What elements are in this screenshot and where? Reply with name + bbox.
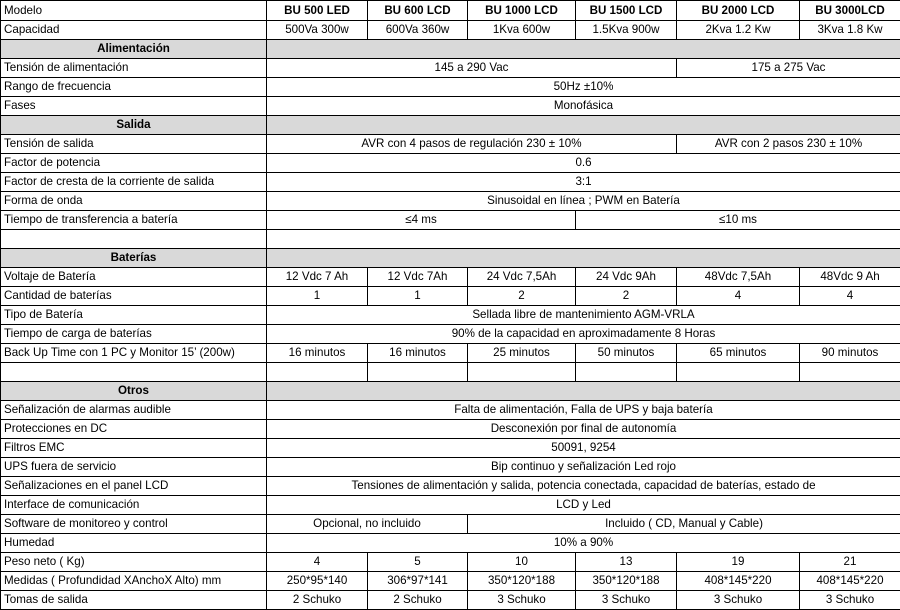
row-label: Protecciones en DC bbox=[1, 420, 267, 439]
section-baterias bbox=[1, 249, 900, 268]
cell-value: 350*120*188 bbox=[468, 572, 576, 591]
row-humedad bbox=[1, 534, 900, 553]
row-modelo bbox=[1, 1, 900, 21]
cell-value: Sinusoidal en línea ; PWM en Batería bbox=[267, 192, 900, 211]
cell-value: 24 Vdc 9Ah bbox=[576, 268, 677, 287]
cell-value: 3 Schuko bbox=[677, 591, 800, 610]
cell-value: 3 Schuko bbox=[468, 591, 576, 610]
cell-value: 1.5Kva 900w bbox=[576, 21, 677, 40]
section-alimentacion bbox=[1, 40, 900, 59]
cell-value: 13 bbox=[576, 553, 677, 572]
model-header: BU 1000 LCD bbox=[468, 1, 576, 21]
model-header: BU 1500 LCD bbox=[576, 1, 677, 21]
cell-value: 4 bbox=[677, 287, 800, 306]
cell-value: 1 bbox=[368, 287, 468, 306]
cell-value: LCD y Led bbox=[267, 496, 900, 515]
row-tomas bbox=[1, 591, 900, 610]
row-label: Fases bbox=[1, 97, 267, 116]
cell-value: 3 Schuko bbox=[576, 591, 677, 610]
section-title: Otros bbox=[1, 382, 267, 401]
cell-value: AVR con 4 pasos de regulación 230 ± 10% bbox=[267, 135, 677, 154]
row-label: Back Up Time con 1 PC y Monitor 15’ (200w) bbox=[1, 344, 267, 363]
row-filtros-emc bbox=[1, 439, 900, 458]
row-label: Rango de frecuencia bbox=[1, 78, 267, 97]
row-capacidad bbox=[1, 21, 900, 40]
cell-value: 2 bbox=[576, 287, 677, 306]
cell-value: 90% de la capacidad en aproximadamente 8 Horas bbox=[267, 325, 900, 344]
cell-value: Monofásica bbox=[267, 97, 900, 116]
cell-value: 24 Vdc 7,5Ah bbox=[468, 268, 576, 287]
cell-value: 25 minutos bbox=[468, 344, 576, 363]
row-panel-lcd bbox=[1, 477, 900, 496]
row-label: Modelo bbox=[1, 1, 267, 21]
cell-value: 4 bbox=[267, 553, 368, 572]
row-label: Tensión de alimentación bbox=[1, 59, 267, 78]
row-alarmas bbox=[1, 401, 900, 420]
row-protecciones bbox=[1, 420, 900, 439]
cell-value: 90 minutos bbox=[800, 344, 900, 363]
cell-value: 3 Schuko bbox=[800, 591, 900, 610]
cell-value: 600Va 360w bbox=[368, 21, 468, 40]
section-title: Alimentación bbox=[1, 40, 267, 59]
section-fill bbox=[267, 40, 900, 59]
row-cantidad-baterias bbox=[1, 287, 900, 306]
cell-value: 48Vdc 9 Ah bbox=[800, 268, 900, 287]
cell-value: 50Hz ±10% bbox=[267, 78, 900, 97]
row-transferencia bbox=[1, 211, 900, 230]
cell-value: 10% a 90% bbox=[267, 534, 900, 553]
cell-value: 408*145*220 bbox=[677, 572, 800, 591]
row-fases bbox=[1, 97, 900, 116]
cell-value: ≤10 ms bbox=[576, 211, 900, 230]
row-label: Señalizaciones en el panel LCD bbox=[1, 477, 267, 496]
cell-value: 10 bbox=[468, 553, 576, 572]
section-title: Salida bbox=[1, 116, 267, 135]
row-forma-onda bbox=[1, 192, 900, 211]
row-label: Señalización de alarmas audible bbox=[1, 401, 267, 420]
cell-value: 2 Schuko bbox=[267, 591, 368, 610]
row-tipo-bateria bbox=[1, 306, 900, 325]
cell-value: 12 Vdc 7Ah bbox=[368, 268, 468, 287]
model-header: BU 3000LCD bbox=[800, 1, 900, 21]
cell-value: 350*120*188 bbox=[576, 572, 677, 591]
cell-value: ≤4 ms bbox=[267, 211, 576, 230]
blank-row bbox=[1, 363, 900, 382]
cell-value: Desconexión por final de autonomía bbox=[267, 420, 900, 439]
row-frecuencia bbox=[1, 78, 900, 97]
cell-value: Tensiones de alimentación y salida, potencia conectada, capacidad de baterías, estado de bbox=[267, 477, 900, 496]
row-label: Tensión de salida bbox=[1, 135, 267, 154]
model-header: BU 500 LED bbox=[267, 1, 368, 21]
row-label: Peso neto ( Kg) bbox=[1, 553, 267, 572]
cell-value: 65 minutos bbox=[677, 344, 800, 363]
model-header: BU 2000 LCD bbox=[677, 1, 800, 21]
row-label: Capacidad bbox=[1, 21, 267, 40]
section-fill bbox=[267, 382, 900, 401]
row-label: Interface de comunicación bbox=[1, 496, 267, 515]
cell-value: 50 minutos bbox=[576, 344, 677, 363]
model-header: BU 600 LCD bbox=[368, 1, 468, 21]
row-tension-alimentacion bbox=[1, 59, 900, 78]
cell-value: 16 minutos bbox=[368, 344, 468, 363]
cell-value: 16 minutos bbox=[267, 344, 368, 363]
row-label: Filtros EMC bbox=[1, 439, 267, 458]
cell-value: 2 bbox=[468, 287, 576, 306]
cell-value: Opcional, no incluido bbox=[267, 515, 468, 534]
row-label: Humedad bbox=[1, 534, 267, 553]
cell-value: 3:1 bbox=[267, 173, 900, 192]
cell-value: 250*95*140 bbox=[267, 572, 368, 591]
row-interface bbox=[1, 496, 900, 515]
section-title: Baterías bbox=[1, 249, 267, 268]
cell-value: 12 Vdc 7 Ah bbox=[267, 268, 368, 287]
row-label: Tomas de salida bbox=[1, 591, 267, 610]
blank-row bbox=[1, 230, 900, 249]
cell-value: 2 Schuko bbox=[368, 591, 468, 610]
row-software bbox=[1, 515, 900, 534]
cell-value: 175 a 275 Vac bbox=[677, 59, 900, 78]
cell-value: 1 bbox=[267, 287, 368, 306]
row-ups-fuera bbox=[1, 458, 900, 477]
section-fill bbox=[267, 249, 900, 268]
cell-value: 2Kva 1.2 Kw bbox=[677, 21, 800, 40]
row-label: Medidas ( Profundidad XAnchoX Alto) mm bbox=[1, 572, 267, 591]
row-label: Voltaje de Batería bbox=[1, 268, 267, 287]
section-otros bbox=[1, 382, 900, 401]
row-label: Tipo de Batería bbox=[1, 306, 267, 325]
row-label: Tiempo de carga de baterías bbox=[1, 325, 267, 344]
cell-value: 408*145*220 bbox=[800, 572, 900, 591]
row-label: Tiempo de transferencia a batería bbox=[1, 211, 267, 230]
cell-value: 3Kva 1.8 Kw bbox=[800, 21, 900, 40]
cell-value: 5 bbox=[368, 553, 468, 572]
section-fill bbox=[267, 116, 900, 135]
cell-value: 4 bbox=[800, 287, 900, 306]
row-factor-potencia bbox=[1, 154, 900, 173]
cell-value: 21 bbox=[800, 553, 900, 572]
cell-value: Falta de alimentación, Falla de UPS y baja batería bbox=[267, 401, 900, 420]
cell-value: 48Vdc 7,5Ah bbox=[677, 268, 800, 287]
row-label: Factor de cresta de la corriente de salida bbox=[1, 173, 267, 192]
row-medidas bbox=[1, 572, 900, 591]
row-factor-cresta bbox=[1, 173, 900, 192]
row-label: Software de monitoreo y control bbox=[1, 515, 267, 534]
row-peso bbox=[1, 553, 900, 572]
row-tiempo-carga bbox=[1, 325, 900, 344]
cell-value: Bip continuo y señalización Led rojo bbox=[267, 458, 900, 477]
cell-value: 306*97*141 bbox=[368, 572, 468, 591]
row-label: Cantidad de baterías bbox=[1, 287, 267, 306]
row-label: UPS fuera de servicio bbox=[1, 458, 267, 477]
cell-value: 1Kva 600w bbox=[468, 21, 576, 40]
cell-value: 145 a 290 Vac bbox=[267, 59, 677, 78]
row-voltaje-bateria bbox=[1, 268, 900, 287]
row-label: Forma de onda bbox=[1, 192, 267, 211]
cell-value: Sellada libre de mantenimiento AGM-VRLA bbox=[267, 306, 900, 325]
row-backup-time bbox=[1, 344, 900, 363]
row-label: Factor de potencia bbox=[1, 154, 267, 173]
row-tension-salida bbox=[1, 135, 900, 154]
section-salida bbox=[1, 116, 900, 135]
cell-value: 19 bbox=[677, 553, 800, 572]
cell-value: 50091, 9254 bbox=[267, 439, 900, 458]
cell-value: AVR con 2 pasos 230 ± 10% bbox=[677, 135, 900, 154]
cell-value: Incluido ( CD, Manual y Cable) bbox=[468, 515, 900, 534]
cell-value: 500Va 300w bbox=[267, 21, 368, 40]
cell-value: 0.6 bbox=[267, 154, 900, 173]
